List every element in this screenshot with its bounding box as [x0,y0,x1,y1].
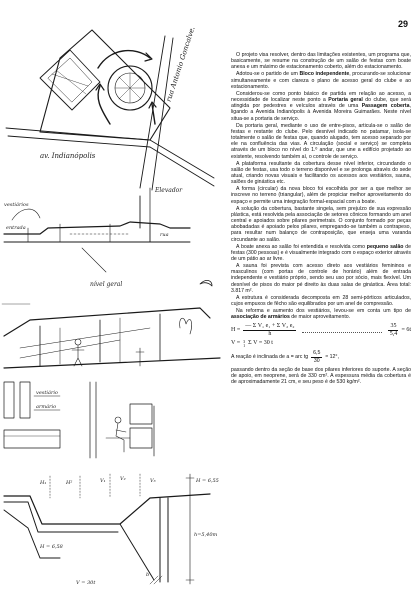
formula-h-lhs: H = [231,326,241,333]
svg-text:armário: armário [36,404,57,410]
svg-text:av. Indianópolis: av. Indianópolis [40,152,96,160]
bold-term: Portaria geral [328,97,363,104]
bold-term: pequeno salão [366,243,404,250]
text-run: A boate anexa ao salão foi entendida e resolvida como [236,243,367,250]
formula-h-value: = 6t [401,326,411,333]
paragraph [231,52,411,70]
paragraph [231,263,411,294]
formula-h [231,323,411,338]
svg-text:entrada: entrada [6,225,26,231]
text-run: , procurando-se solucionar simultaneamente e com clareza o plano de acesso geral do clube e ao estacionamento. [231,71,412,90]
section-sketch-2 [2,280,220,368]
text-run: A plataforma resultante da cobertura desse nível inferior, circundando o salão de festas, usa todo o terreno disponível e se prolonga através do sede atual, criando novas visuais e facilitando os acessos aos vestiários, sauna, salões de ginástica etc. [231,160,411,186]
svg-text:rua: rua [160,232,169,238]
text-run: de festas (300 pessoas) e é visualmente integrado com o espaço exterior através de um pátio ao ar livre. [231,243,411,262]
text-run: Adotou-se o partido de um [236,71,300,78]
text-run: A estrutura é considerada decomposta em 28 semi-pórticos articulados, cujos empuxos de fêcho são equilibrados por um anel de compressão. [231,294,411,308]
formula-angle-fraction: $\frac{6,5}{30}$ [313,349,321,364]
text-run: , ligando a Avenida Indianópolis à Avenida Moreira Guimarães. Neste nível situa-se a portaria de serviço. [231,103,411,122]
formula-v-lhs: V = [231,340,241,347]
site-plan-sketch [6,28,214,190]
text-run: de maior aproveitamento. [289,314,351,321]
formula-h-fraction: $\frac{\text{— Σ V₁ e₁ + Σ V₂ e₂}}{h}$ [245,322,295,337]
paragraph [231,71,411,89]
bold-term: Bloco independente [299,71,350,78]
text-run: Considerou-se como ponto básico de partida em relação ao acesso, a necessidade de localizar neste ponto a [231,90,411,104]
formula-h-result: $\frac{35}{5,4}$ [389,322,398,337]
svg-text:nível geral: nível geral [90,281,123,288]
formula-angle: A reação é inclinada de a = arc tg $\frac{6,5}{30}$ ≈ 12°, [231,349,339,364]
bold-term: associação de armários [231,314,290,321]
paragraph [231,206,411,243]
architectural-sketches [0,28,228,588]
svg-text:vestiário: vestiário [36,390,58,396]
svg-text:h=5,40m: h=5,40m [194,532,218,538]
paragraph [231,186,411,204]
text-run: O projeto visa resolver, dentro das limitações existentes, um programa que, basicamente, se resume na construção de um salão de festas com boate anexa e um máximo de estacionamento coberto, além do estacionamento. [231,52,411,71]
svg-text:rua Antonio Goncalves: rua Antonio Goncalves [164,28,198,103]
text-run: Da portaria geral, mediante o uso de entre-pisos, articula-se o salão de festas e restante do clube. Pelo desnível indicado no patamar, isola-se totalmente o salão de festas que, quando alugado, tem acesso separado por ele na confluência das vias. A circulação (social e serviço) se completa através de um bloco no nível do 1.º andar, que une a edifício projetado ao existente, resolvendo também aí, o controle de serviço. [231,122,411,160]
svg-text:V₃: V₃ [150,478,156,484]
svg-text:V = 30t: V = 30t [76,580,96,586]
svg-text:Elevador: Elevador [155,187,183,194]
locker-sketches [4,382,154,458]
text-run: A sauna foi prevista com acesso direto aos vestiários femininos e masculinos (com portas de controle de horário) além de entrada independente e vestiário próprio, sendo seu uso por sócio, mais flexível. Um desnível de pisos do maior pé direito às duas salas de ginástica. Área total: 3.817 m². [231,263,411,294]
formula-v-sum-limits: 3 1 [243,338,246,348]
svg-text:vestiários: vestiários [4,202,29,208]
svg-text:b: b [146,572,150,578]
paragraph [231,244,411,262]
paragraph [231,295,411,307]
paragraph [231,91,411,122]
svg-text:V₂: V₂ [120,476,126,482]
closing-paragraph: passando dentro da seção de base dos pilares inferiores do suporte. A seção de apoio, em neoprene, será de 330 cm². A espessura média da cobertura é de aproximadamente 21 cm, e seu peso é de 530 kg/m². [231,366,411,385]
paragraph [231,161,411,186]
svg-text:H = 6,58: H = 6,58 [40,544,63,550]
page-number: 29 [397,19,408,29]
svg-text:H₁: H₁ [40,480,47,486]
structure-diagram [4,474,219,586]
paragraph [231,308,411,320]
paragraph [231,123,411,160]
formula-v [231,340,411,348]
formula-block [231,323,411,365]
paragraph-list [231,52,411,321]
text-run: A solução da cobertura, bastante singela, sem prejuízo de sua expressão plástica, está resolvida pela associação de setores cônicos formando um anel central e apoiados sobre pilares perimetrais. O conjunto formado por peças abobadadas é apoiado pelos pilares, empregando-se também a contrapeso, para resultar num balanço de contraposição, que enseja uma varanda circundante ao salão. [231,205,411,243]
section-sketch-1 [4,187,190,288]
text-run: Na reforma e aumento dos vestiários, levou-se em conta um tipo de [236,308,411,315]
svg-text:H = 6,55: H = 6,55 [196,478,219,484]
bold-term: Passagem coberta [361,103,410,110]
svg-text:V₁: V₁ [100,478,106,484]
text-run: do clube, que será atingida por pedestres e veículos através de uma [231,97,412,110]
text-run: A forma (circular) da nova bloco foi escolhida por ser a que melhor se inscreve no terreno (triangular), além de propiciar melhor aproveitamento do espaço e permite uma integração formal-espacial com a boate. [231,186,411,205]
formula-v-body: Σ V = 30 t [248,340,273,347]
article-text [231,52,411,386]
svg-text:H²: H² [66,480,73,486]
formula-leader [302,328,382,333]
